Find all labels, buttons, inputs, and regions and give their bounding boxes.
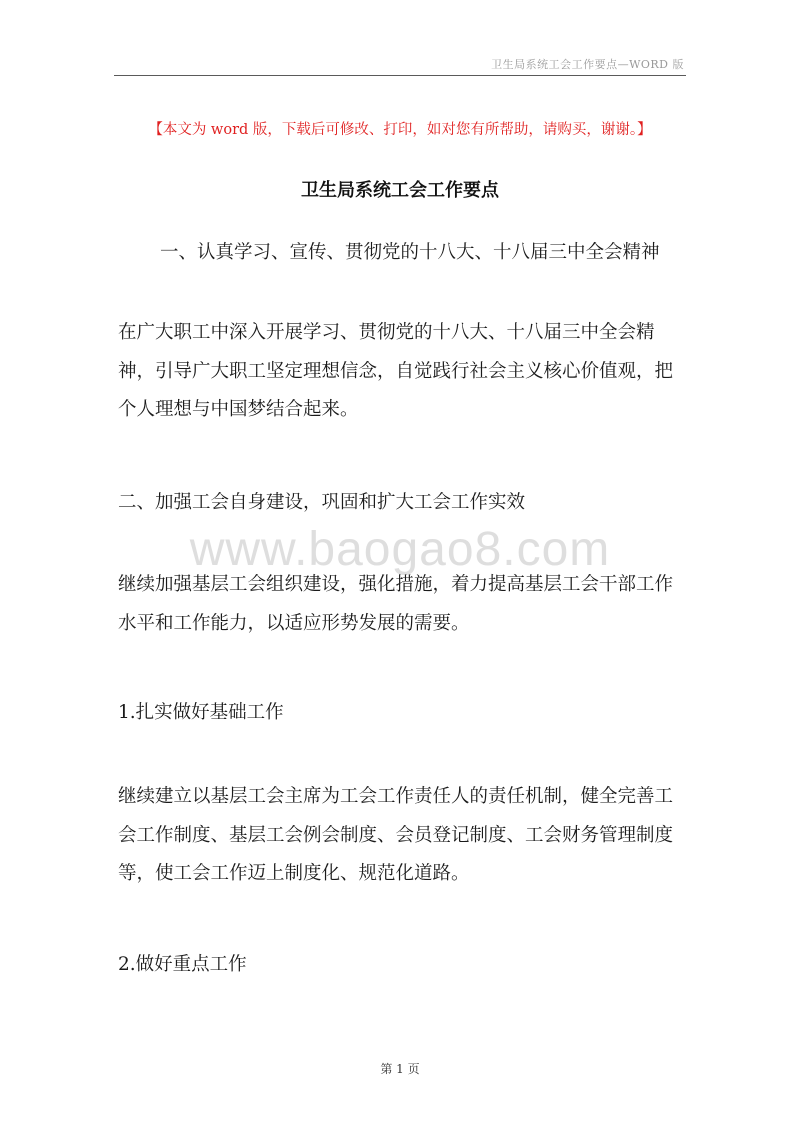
item1-paragraph: 继续建立以基层工会主席为工会工作责任人的责任机制，健全完善工会工作制度、基层工会例会制度、会员登记制度、工会财务管理制度等，使工会工作迈上制度化、规范化道路。 <box>118 786 674 884</box>
header-divider <box>114 75 686 76</box>
item1-heading: 1.扎实做好基础工作 <box>118 702 284 723</box>
watermark: www.baogao8.com <box>189 523 611 576</box>
page-number: 第 1 页 <box>380 1062 420 1076</box>
section2-paragraph: 继续加强基层工会组织建设，强化措施，着力提高基层工会干部工作水平和工作能力，以适应形势发展的需要。 <box>118 574 674 634</box>
item2-heading: 2.做好重点工作 <box>118 954 247 975</box>
section2-heading: 二、加强工会自身建设，巩固和扩大工会工作实效 <box>118 492 526 513</box>
section1-heading: 一、认真学习、宣传、贯彻党的十八大、十八届三中全会精神 <box>160 242 660 263</box>
download-notice: 【本文为 word 版，下载后可修改、打印，如对您有所帮助，请购买，谢谢。】 <box>148 122 652 138</box>
running-header: 卫生局系统工会工作要点—WORD 版 <box>491 58 684 71</box>
section1-paragraph: 在广大职工中深入开展学习、贯彻党的十八大、十八届三中全会精神，引导广大职工坚定理想信念，自觉践行社会主义核心价值观，把个人理想与中国梦结合起来。 <box>118 322 674 420</box>
document-title: 卫生局系统工会工作要点 <box>301 180 499 201</box>
